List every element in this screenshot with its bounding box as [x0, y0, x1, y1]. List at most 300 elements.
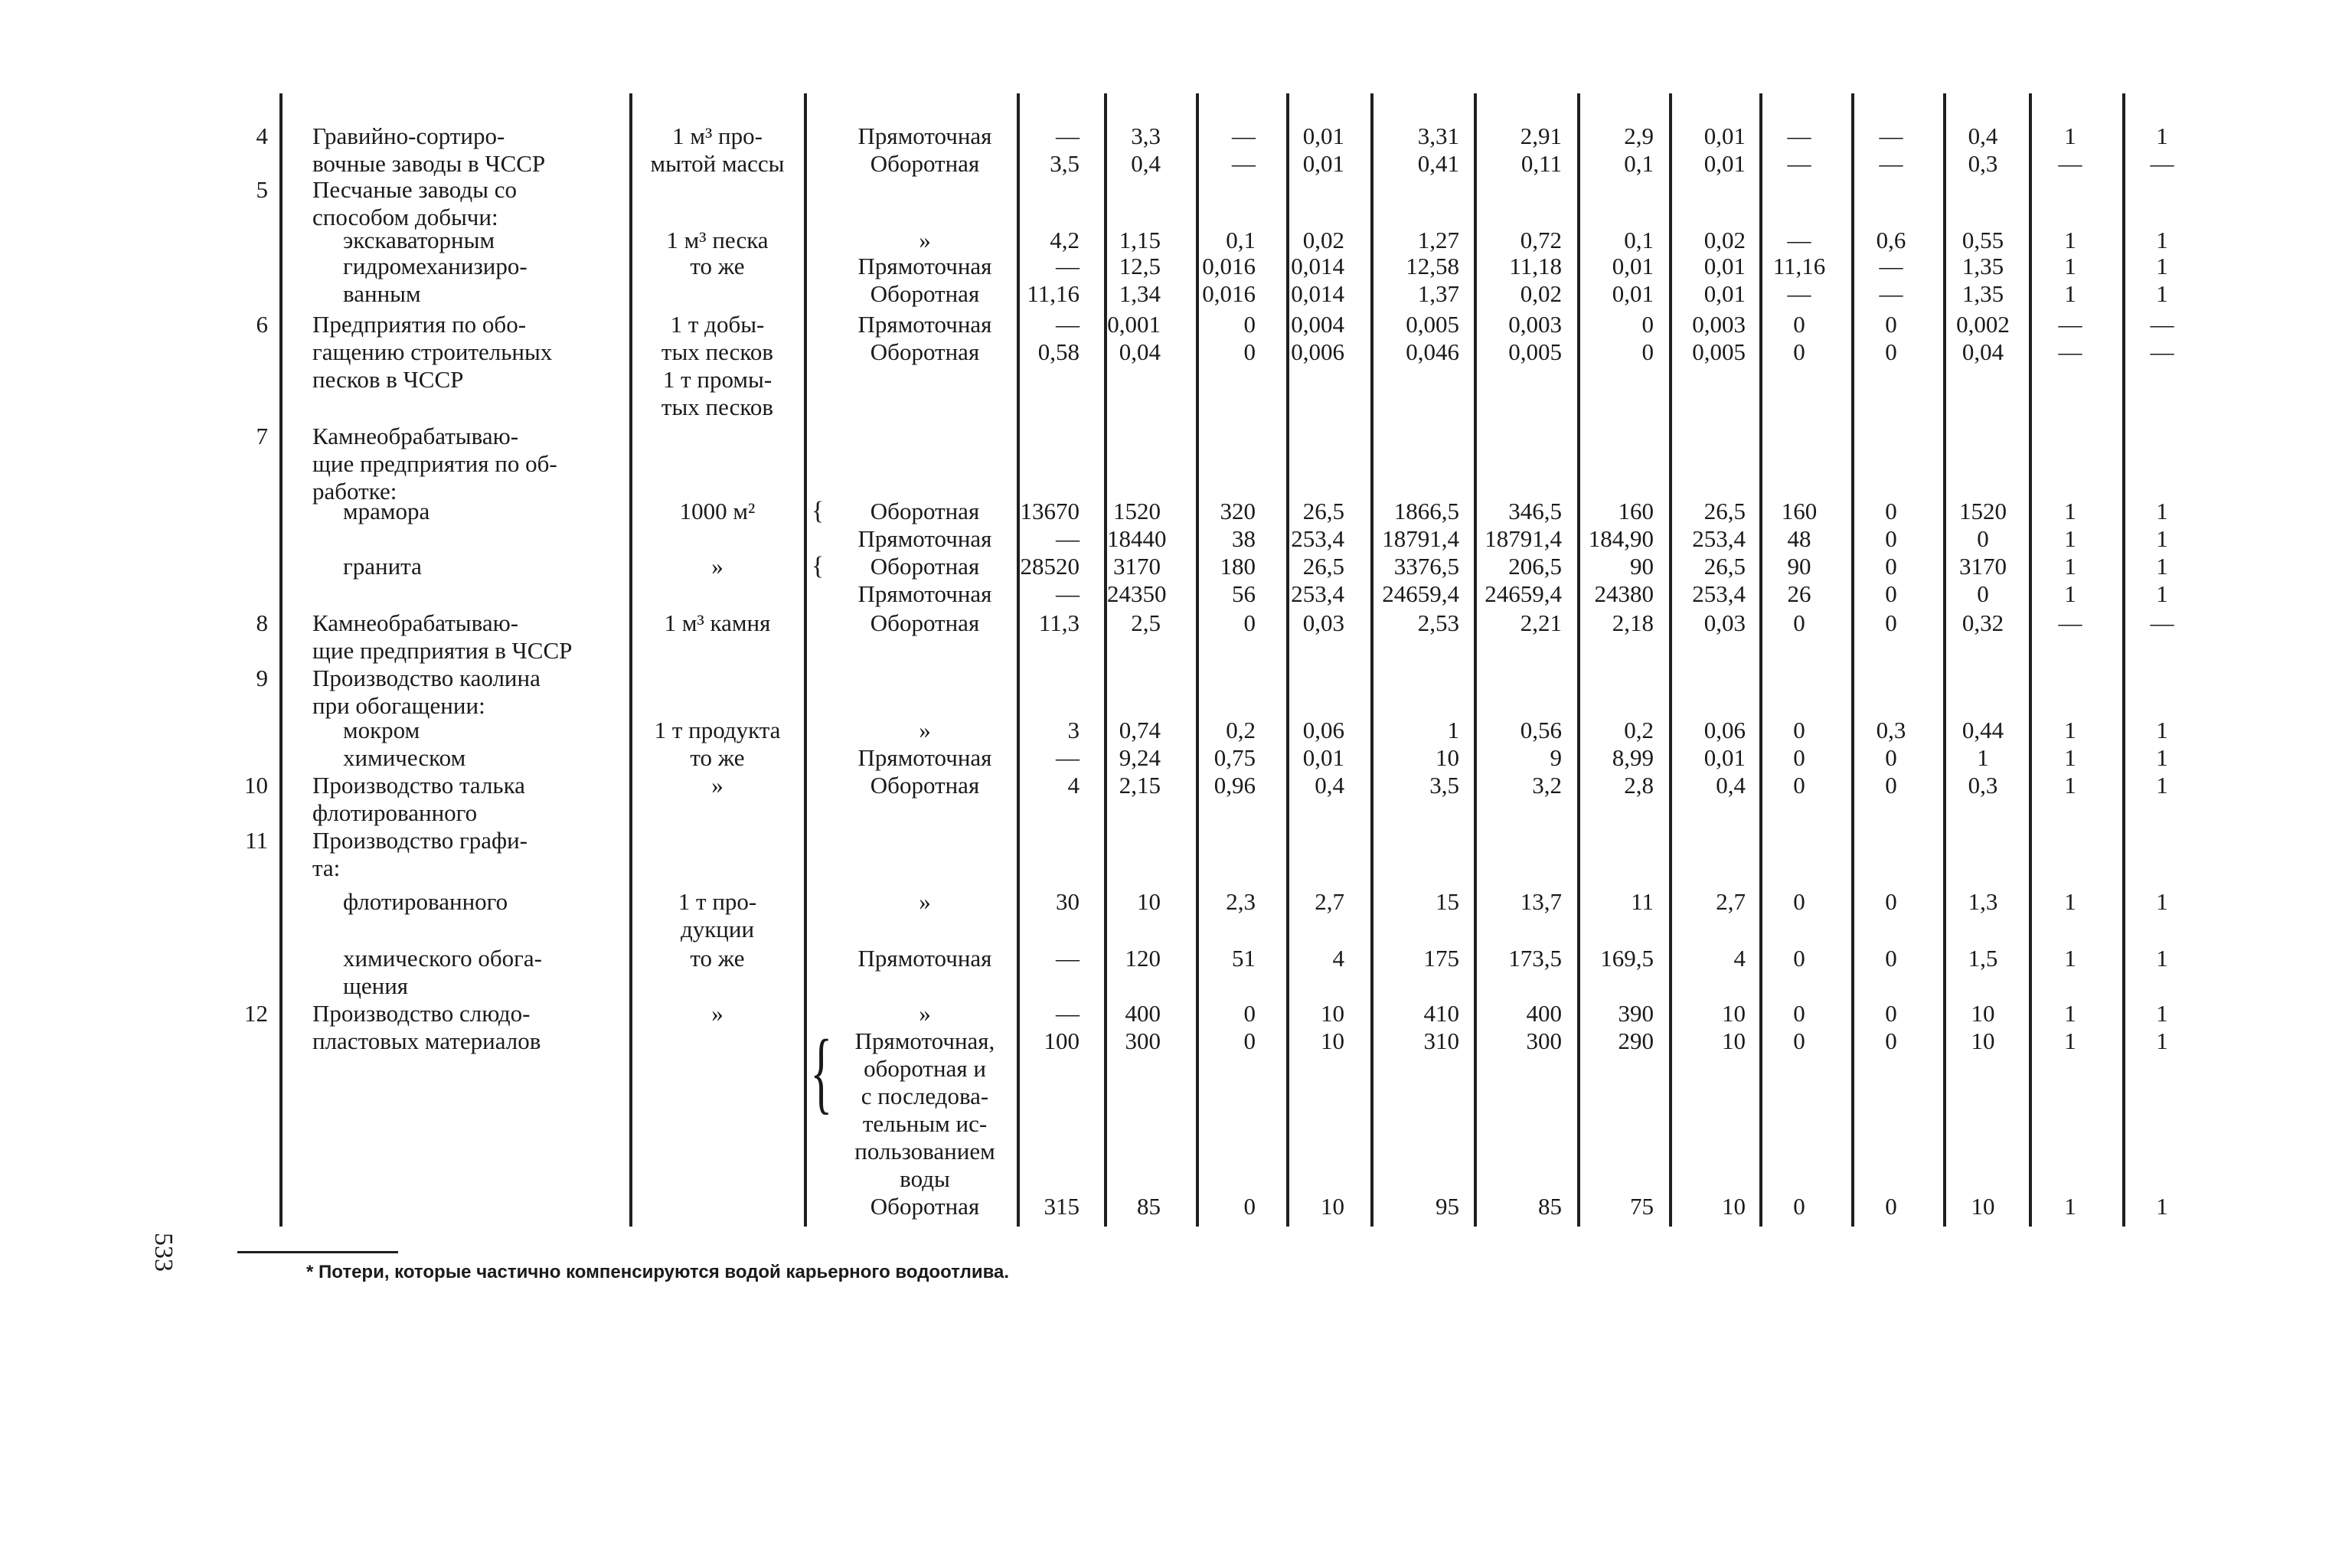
row-system: с последова- — [861, 1083, 989, 1109]
row-unit: 1 т промы- — [662, 366, 773, 393]
value-cell: 12,58 — [1406, 253, 1459, 279]
value-cell: 253,4 — [1692, 580, 1746, 607]
row-system: Оборотная — [870, 338, 980, 365]
value-cell: 4 — [1332, 945, 1344, 972]
value-cell: 13,7 — [1520, 888, 1562, 915]
value-cell: 1 — [2156, 525, 2168, 552]
value-cell: 0 — [1243, 1193, 1256, 1220]
row-unit: тых песков — [661, 338, 774, 365]
value-cell: 1 — [2064, 227, 2076, 253]
value-cell: 1 — [2064, 1000, 2076, 1027]
value-cell: — — [2150, 338, 2174, 365]
value-cell: — — [2058, 338, 2082, 365]
value-cell: 1 — [2156, 1000, 2168, 1027]
value-cell: 180 — [1220, 553, 1256, 580]
value-cell: 0 — [1977, 580, 1989, 607]
value-cell: 51 — [1232, 945, 1256, 972]
row-name: песков в ЧССР — [312, 366, 464, 393]
value-cell: 160 — [1781, 498, 1818, 524]
value-cell: 0 — [1885, 525, 1897, 552]
row-name: флотированного — [343, 888, 508, 915]
value-cell: 0,003 — [1508, 311, 1562, 338]
brace-glyph: { — [812, 497, 825, 525]
value-cell: 24659,4 — [1485, 580, 1562, 607]
value-cell: — — [2058, 311, 2082, 338]
value-cell: 0 — [1793, 609, 1805, 636]
value-cell: 1,3 — [1968, 888, 1998, 915]
value-cell: 30 — [1056, 888, 1080, 915]
value-cell: 120 — [1125, 945, 1161, 972]
value-cell: 26,5 — [1302, 553, 1344, 580]
value-cell: 0,01 — [1302, 150, 1344, 177]
value-cell: — — [1232, 122, 1256, 149]
value-cell: 206,5 — [1508, 553, 1562, 580]
value-cell: 1 — [2064, 945, 2076, 972]
value-cell: 320 — [1220, 498, 1256, 524]
value-cell: — — [1879, 253, 1903, 279]
row-system: Оборотная — [870, 553, 980, 580]
value-cell: 0,74 — [1119, 717, 1161, 743]
value-cell: 10 — [1321, 1193, 1344, 1220]
value-cell: 10 — [1971, 1193, 1995, 1220]
brace-glyph: { — [812, 552, 825, 580]
value-cell: 173,5 — [1508, 945, 1562, 972]
value-cell: 10 — [1321, 1000, 1344, 1027]
footnote-rule — [237, 1251, 398, 1253]
value-cell: 2,21 — [1520, 609, 1562, 636]
value-cell: 0,016 — [1202, 280, 1256, 307]
value-cell: 0,03 — [1703, 609, 1746, 636]
row-name: мокром — [343, 717, 420, 743]
value-cell: 3,5 — [1050, 150, 1080, 177]
row-system: » — [919, 888, 931, 915]
value-cell: 85 — [1538, 1193, 1562, 1220]
value-cell: — — [1056, 253, 1080, 279]
value-cell: 0,02 — [1703, 227, 1746, 253]
value-cell: 0,01 — [1612, 253, 1654, 279]
value-cell: 0,2 — [1624, 717, 1654, 743]
value-cell: 9 — [1550, 744, 1562, 771]
value-cell: — — [1787, 150, 1811, 177]
value-cell: 310 — [1423, 1027, 1459, 1054]
value-cell: 0 — [1793, 1193, 1805, 1220]
row-name: щения — [343, 972, 409, 999]
row-name: Песчаные заводы со — [312, 176, 517, 203]
value-cell: 2,3 — [1226, 888, 1256, 915]
value-cell: 3,5 — [1429, 772, 1459, 799]
value-cell: — — [1232, 150, 1256, 177]
row-system: Прямоточная — [857, 122, 992, 149]
value-cell: 100 — [1044, 1027, 1080, 1054]
value-cell: 1 — [2156, 717, 2168, 743]
value-cell: 0,01 — [1302, 122, 1344, 149]
value-cell: 0,32 — [1961, 609, 2004, 636]
value-cell: — — [2058, 150, 2082, 177]
value-cell: 10 — [1321, 1027, 1344, 1054]
row-name: Производство слюдо- — [312, 1000, 531, 1027]
value-cell: 15 — [1436, 888, 1459, 915]
value-cell: 0 — [1885, 1193, 1897, 1220]
value-cell: 0,11 — [1521, 150, 1562, 177]
row-unit: 1 т продукта — [654, 717, 781, 743]
row-system: Прямоточная — [857, 580, 992, 607]
value-cell: 9,24 — [1119, 744, 1161, 771]
value-cell: 0 — [1243, 311, 1256, 338]
value-cell: 2,53 — [1417, 609, 1459, 636]
value-cell: 38 — [1232, 525, 1256, 552]
value-cell: 0,005 — [1508, 338, 1562, 365]
value-cell: 1,37 — [1417, 280, 1459, 307]
value-cell: — — [2058, 609, 2082, 636]
value-cell: 1 — [2064, 888, 2076, 915]
row-number: 12 — [244, 1000, 268, 1027]
value-cell: 0,4 — [1968, 122, 1998, 149]
value-cell: 10 — [1971, 1000, 1995, 1027]
value-cell: 0,01 — [1703, 122, 1746, 149]
row-name: способом добычи: — [312, 204, 498, 230]
row-name: щие предприятия в ЧССР — [312, 637, 573, 664]
value-cell: 0 — [1243, 1027, 1256, 1054]
value-cell: 0,56 — [1520, 717, 1562, 743]
value-cell: 0,3 — [1968, 150, 1998, 177]
value-cell: 85 — [1137, 1193, 1161, 1220]
value-cell: 1 — [2156, 253, 2168, 279]
value-cell: 1 — [2156, 122, 2168, 149]
row-unit: 1 м³ камня — [664, 609, 771, 636]
value-cell: 169,5 — [1600, 945, 1654, 972]
value-cell: 0,41 — [1417, 150, 1459, 177]
value-cell: 11 — [1631, 888, 1654, 915]
value-cell: 26 — [1787, 580, 1811, 607]
row-number: 9 — [256, 665, 268, 691]
value-cell: 0 — [1885, 498, 1897, 524]
row-name: гидромеханизиро- — [343, 253, 528, 279]
column-rule — [1474, 93, 1477, 1227]
value-cell: 0 — [1793, 311, 1805, 338]
row-name: химического обога- — [343, 945, 542, 972]
value-cell: 24659,4 — [1382, 580, 1459, 607]
row-unit: то же — [690, 744, 745, 771]
row-system: пользованием — [854, 1138, 995, 1165]
value-cell: 0,005 — [1692, 338, 1746, 365]
value-cell: 10 — [1436, 744, 1459, 771]
value-cell: 0,002 — [1956, 311, 2010, 338]
value-cell: 253,4 — [1692, 525, 1746, 552]
value-cell: 1 — [2064, 525, 2076, 552]
value-cell: 0,03 — [1302, 609, 1344, 636]
value-cell: 3170 — [1113, 553, 1161, 580]
value-cell: 1 — [2064, 498, 2076, 524]
value-cell: 1 — [2064, 122, 2076, 149]
value-cell: 0 — [1793, 772, 1805, 799]
value-cell: 0,4 — [1131, 150, 1161, 177]
value-cell: 0,1 — [1624, 227, 1654, 253]
row-unit: дукции — [680, 916, 755, 942]
value-cell: 0,96 — [1213, 772, 1256, 799]
value-cell: 1 — [2156, 498, 2168, 524]
value-cell: 0,4 — [1716, 772, 1746, 799]
value-cell: 0 — [1885, 580, 1897, 607]
row-name: ванным — [343, 280, 421, 307]
value-cell: 1 — [2156, 553, 2168, 580]
value-cell: 26,5 — [1703, 498, 1746, 524]
row-system: оборотная и — [864, 1055, 986, 1082]
value-cell: 2,18 — [1612, 609, 1654, 636]
value-cell: 0,01 — [1703, 253, 1746, 279]
value-cell: 300 — [1526, 1027, 1562, 1054]
value-cell: — — [1879, 150, 1903, 177]
value-cell: 0,3 — [1876, 717, 1906, 743]
value-cell: 1 — [2064, 580, 2076, 607]
row-system: » — [919, 1000, 931, 1027]
value-cell: 4,2 — [1050, 227, 1080, 253]
value-cell: 26,5 — [1302, 498, 1344, 524]
row-unit: 1 т добы- — [670, 311, 765, 338]
row-system: Оборотная — [870, 772, 980, 799]
value-cell: 1 — [2064, 1193, 2076, 1220]
value-cell: 0 — [1885, 553, 1897, 580]
value-cell: 0 — [1243, 338, 1256, 365]
value-cell: 3 — [1067, 717, 1080, 743]
row-name: Производство каолина — [312, 665, 541, 691]
value-cell: 18791,4 — [1382, 525, 1459, 552]
value-cell: 1,34 — [1119, 280, 1161, 307]
value-cell: 0 — [1885, 1000, 1897, 1027]
value-cell: 0,72 — [1520, 227, 1562, 253]
value-cell: — — [1879, 122, 1903, 149]
value-cell: — — [1787, 122, 1811, 149]
row-unit: » — [711, 553, 724, 580]
row-name: гащению строительных — [312, 338, 553, 365]
row-unit: то же — [690, 945, 745, 972]
value-cell: 1520 — [1959, 498, 2007, 524]
footnote: * Потери, которые частично компенсируются водой карьерного водоотлива. — [306, 1262, 1010, 1282]
row-unit: 1 м³ песка — [666, 227, 769, 253]
value-cell: 0 — [1793, 1000, 1805, 1027]
value-cell: — — [2150, 609, 2174, 636]
value-cell: 1,35 — [1961, 253, 2004, 279]
row-name: пластовых материалов — [312, 1027, 541, 1054]
row-name: Производство графи- — [312, 827, 528, 854]
value-cell: 10 — [1722, 1027, 1746, 1054]
column-rule — [804, 93, 807, 1227]
value-cell: — — [1056, 1000, 1080, 1027]
value-cell: 12,5 — [1119, 253, 1161, 279]
value-cell: 0,01 — [1612, 280, 1654, 307]
value-cell: — — [1056, 311, 1080, 338]
row-system: » — [919, 717, 931, 743]
value-cell: 300 — [1125, 1027, 1161, 1054]
value-cell: 2,5 — [1131, 609, 1161, 636]
value-cell: 0 — [1793, 888, 1805, 915]
row-unit: то же — [690, 253, 745, 279]
value-cell: 410 — [1423, 1000, 1459, 1027]
value-cell: 1 — [2156, 227, 2168, 253]
value-cell: 0 — [1793, 338, 1805, 365]
value-cell: — — [1787, 227, 1811, 253]
value-cell: 0,046 — [1406, 338, 1459, 365]
row-system: Прямоточная — [857, 945, 992, 972]
value-cell: 1866,5 — [1393, 498, 1459, 524]
value-cell: 8,99 — [1612, 744, 1654, 771]
value-cell: 48 — [1787, 525, 1811, 552]
value-cell: 3376,5 — [1393, 553, 1459, 580]
value-cell: 0 — [1977, 525, 1989, 552]
row-system: Прямоточная — [857, 744, 992, 771]
value-cell: 0,06 — [1302, 717, 1344, 743]
value-cell: 0 — [1885, 945, 1897, 972]
value-cell: 1 — [2156, 772, 2168, 799]
row-number: 7 — [256, 423, 268, 449]
value-cell: 1 — [2064, 280, 2076, 307]
value-cell: 315 — [1044, 1193, 1080, 1220]
value-cell: 11,3 — [1038, 609, 1080, 636]
value-cell: 2,15 — [1119, 772, 1161, 799]
value-cell: 0 — [1641, 338, 1654, 365]
value-cell: 0 — [1885, 311, 1897, 338]
column-rule — [279, 93, 283, 1227]
value-cell: — — [1056, 945, 1080, 972]
value-cell: 1 — [2064, 1027, 2076, 1054]
value-cell: — — [1787, 280, 1811, 307]
row-name: экскаваторным — [343, 227, 495, 253]
row-unit: тых песков — [661, 394, 774, 420]
brace-glyph: { — [810, 1021, 833, 1122]
value-cell: — — [1056, 744, 1080, 771]
row-system: Прямоточная — [857, 253, 992, 279]
value-cell: 4 — [1067, 772, 1080, 799]
value-cell: — — [2150, 311, 2174, 338]
value-cell: 0,014 — [1291, 280, 1344, 307]
value-cell: 90 — [1630, 553, 1654, 580]
value-cell: 1 — [1977, 744, 1989, 771]
value-cell: 2,8 — [1624, 772, 1654, 799]
value-cell: 346,5 — [1508, 498, 1562, 524]
value-cell: 0,02 — [1520, 280, 1562, 307]
value-cell: 0,01 — [1302, 744, 1344, 771]
value-cell: 28520 — [1020, 553, 1080, 580]
value-cell: 1 — [2064, 553, 2076, 580]
value-cell: 0,014 — [1291, 253, 1344, 279]
value-cell: 24350 — [1107, 580, 1167, 607]
value-cell: 253,4 — [1291, 525, 1344, 552]
row-system: Оборотная — [870, 150, 980, 177]
value-cell: 1,15 — [1119, 227, 1161, 253]
value-cell: 290 — [1618, 1027, 1654, 1054]
value-cell: 1 — [2064, 717, 2076, 743]
value-cell: 0,02 — [1302, 227, 1344, 253]
row-number: 8 — [256, 609, 268, 636]
value-cell: 3,2 — [1532, 772, 1562, 799]
value-cell: 0,1 — [1226, 227, 1256, 253]
row-system: тельным ис- — [862, 1110, 988, 1137]
value-cell: 253,4 — [1291, 580, 1344, 607]
row-system: Оборотная — [870, 498, 980, 524]
row-name: Производство талька — [312, 772, 525, 799]
value-cell: 0,003 — [1692, 311, 1746, 338]
value-cell: 18440 — [1107, 525, 1167, 552]
value-cell: 0 — [1793, 717, 1805, 743]
row-system: Оборотная — [870, 280, 980, 307]
row-name: при обогащении: — [312, 692, 485, 719]
value-cell: 24380 — [1594, 580, 1654, 607]
page-number: 533 — [149, 1233, 178, 1272]
value-cell: 2,7 — [1315, 888, 1344, 915]
value-cell: 18791,4 — [1485, 525, 1562, 552]
value-cell: 10 — [1722, 1000, 1746, 1027]
value-cell: 90 — [1787, 553, 1811, 580]
value-cell: 0 — [1793, 1027, 1805, 1054]
row-name: мрамора — [343, 498, 430, 524]
value-cell: 26,5 — [1703, 553, 1746, 580]
value-cell: 95 — [1436, 1193, 1459, 1220]
row-unit: 1000 м² — [679, 498, 756, 524]
value-cell: 0,55 — [1961, 227, 2004, 253]
value-cell: 11,18 — [1509, 253, 1562, 279]
value-cell: 1 — [2156, 580, 2168, 607]
value-cell: 3170 — [1959, 553, 2007, 580]
row-system: воды — [900, 1165, 950, 1192]
value-cell: 184,90 — [1588, 525, 1654, 552]
value-cell: — — [1056, 580, 1080, 607]
value-cell: — — [2150, 150, 2174, 177]
value-cell: 11,16 — [1772, 253, 1826, 279]
value-cell: 1 — [2064, 744, 2076, 771]
row-number: 10 — [244, 772, 268, 799]
value-cell: — — [1056, 122, 1080, 149]
row-unit: » — [711, 1000, 724, 1027]
value-cell: 0,016 — [1202, 253, 1256, 279]
row-name: Предприятия по обо- — [312, 311, 527, 338]
row-name: вочные заводы в ЧССР — [312, 150, 546, 177]
value-cell: 1 — [1447, 717, 1459, 743]
value-cell: 10 — [1137, 888, 1161, 915]
value-cell: 0,2 — [1226, 717, 1256, 743]
value-cell: 400 — [1526, 1000, 1562, 1027]
row-name: щие предприятия по об- — [312, 450, 557, 477]
value-cell: 0,01 — [1703, 150, 1746, 177]
value-cell: 0,004 — [1291, 311, 1344, 338]
row-name: гранита — [343, 553, 422, 580]
value-cell: 0 — [1243, 1000, 1256, 1027]
value-cell: 1 — [2064, 253, 2076, 279]
value-cell: 160 — [1618, 498, 1654, 524]
row-name: Камнеобрабатываю- — [312, 423, 519, 449]
value-cell: 0 — [1793, 945, 1805, 972]
value-cell: 0 — [1793, 744, 1805, 771]
column-rule — [2029, 93, 2032, 1227]
value-cell: 56 — [1232, 580, 1256, 607]
value-cell: 3,31 — [1417, 122, 1459, 149]
value-cell: 0,1 — [1624, 150, 1654, 177]
value-cell: 0,4 — [1315, 772, 1344, 799]
value-cell: 0,44 — [1961, 717, 2004, 743]
value-cell: 75 — [1630, 1193, 1654, 1220]
value-cell: 1 — [2156, 1193, 2168, 1220]
value-cell: 0 — [1885, 772, 1897, 799]
value-cell: 0,005 — [1406, 311, 1459, 338]
value-cell: 1,5 — [1968, 945, 1998, 972]
value-cell: 0 — [1641, 311, 1654, 338]
value-cell: 0 — [1885, 609, 1897, 636]
value-cell: 10 — [1722, 1193, 1746, 1220]
value-cell: 2,9 — [1624, 122, 1654, 149]
value-cell: 0,58 — [1037, 338, 1080, 365]
value-cell: 1,27 — [1417, 227, 1459, 253]
value-cell: 0,01 — [1703, 280, 1746, 307]
row-name: Камнеобрабатываю- — [312, 609, 519, 636]
value-cell: 175 — [1423, 945, 1459, 972]
